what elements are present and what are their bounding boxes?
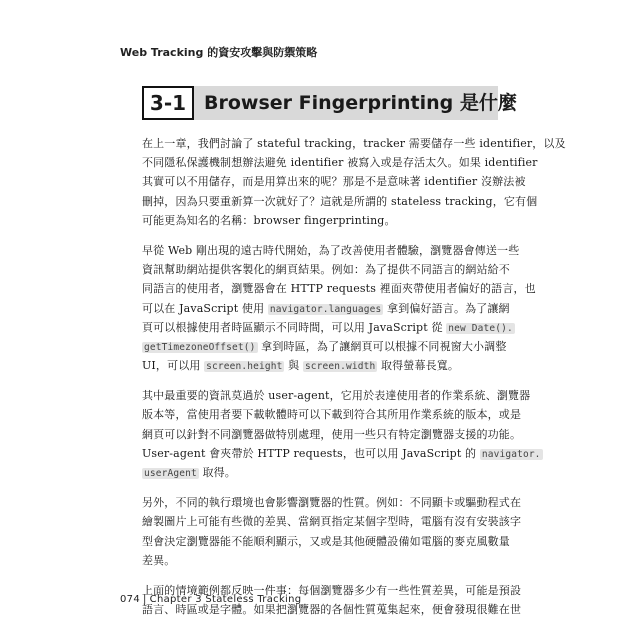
text-run: 取得。 — [198, 466, 236, 479]
text-run: 網頁可以針對不同瀏覽器做特別處理，使用一些只有特定瀏覽器支援的功能。 — [142, 427, 522, 441]
paragraph — [142, 241, 536, 375]
text-line — [142, 551, 500, 570]
text-run: 其中最重要的資訊莫過於 user-agent，它用於表達使用者的作業系統、瀏覽器 — [142, 389, 531, 403]
page-footer — [120, 594, 301, 605]
text-run: 版本等，當使用者要下載軟體時可以下載到符合其所用作業系統的版本，或是 — [142, 408, 522, 422]
text-run: 刪掉，因為只要重新算一次就好了？這就是所謂的 stateless tracking，它有個 — [142, 194, 538, 208]
text-run: 頁可以根據使用者時區顯示不同時間，可以用 JavaScript 從 — [142, 320, 447, 334]
text-run: 可能更為知名的名稱：browser fingerprinting。 — [142, 213, 396, 227]
text-run: 其實可以不用儲存，而是用算出來的呢？那是不是意味著 identifier 沒辦法被 — [142, 175, 526, 189]
text-run: 同語言的使用者，瀏覽器會在 HTTP requests 裡面夾帶使用者偏好的語言，也 — [142, 282, 536, 296]
paragraph — [142, 493, 522, 570]
text-line — [142, 386, 531, 405]
section-title: Browser Fingerprinting 是什麼 — [194, 86, 498, 120]
inline-code: getTimezoneOffset() — [144, 341, 256, 353]
page-number: 074 — [120, 594, 140, 605]
text-line — [142, 356, 500, 375]
section-number: 3-1 — [142, 86, 194, 120]
footer-chapter: Chapter 3 Stateless Tracking — [149, 594, 302, 605]
text-line — [142, 337, 507, 356]
text-run: 早從 Web 剛出現的遠古時代開始，為了改善使用者體驗，瀏覽器會傳送一些 — [142, 243, 520, 257]
running-header: Web Tracking 的資安攻擊與防禦策略 — [120, 46, 318, 59]
text-run: 在上一章，我們討論了 stateful tracking，tracker 需要儲存一些 identifier，以及 — [142, 137, 566, 150]
text-run: 與 — [284, 359, 303, 373]
text-run: 差異。 — [142, 553, 176, 567]
text-run: 拿到時區，為了讓網頁可以根據不同視窗大小調整 — [257, 339, 507, 353]
text-run: 不同隱私保護機制想辦法避免 identifier 被寫入或是存活太久。如果 identifier — [142, 156, 538, 170]
text-line — [142, 318, 513, 337]
text-run: UI，可以用 — [142, 359, 205, 373]
text-run: 型會決定瀏覽器能不能順利顯示，又或是其他硬體設備如電腦的麥克風數量 — [142, 534, 510, 548]
text-line — [142, 444, 541, 463]
text-line — [142, 532, 510, 551]
body-text — [142, 134, 566, 630]
text-run: 上面的情境範例都反映一件事：每個瀏覽器多少有一些性質差異，可能是預設 — [142, 583, 522, 597]
inline-code: userAgent — [144, 468, 197, 479]
text-run: 另外，不同的執行環境也會影響瀏覽器的性質。例如：不同顯卡或驅動程式在 — [142, 496, 522, 510]
text-line — [142, 493, 522, 512]
inline-code: screen.width — [304, 361, 376, 373]
text-run: 繪製圖片上可能有些微的差異、當網頁指定某個字型時，電腦有沒有安裝該字 — [142, 515, 522, 529]
inline-code: screen.height — [206, 361, 283, 373]
text-run: 拿到偏好語言。為了讓網 — [383, 301, 510, 315]
text-line — [142, 241, 520, 260]
inline-code: navigator. — [481, 448, 541, 460]
text-run: 語言、時區或是字體。如果把瀏覽器的各個性質蒐集起來，便會發現很難在世 — [142, 603, 522, 617]
text-line — [142, 134, 566, 153]
text-line — [142, 463, 500, 482]
text-line — [142, 425, 522, 444]
text-line — [142, 260, 510, 279]
paragraph — [142, 134, 566, 230]
text-line — [142, 172, 526, 191]
text-line — [142, 405, 522, 424]
text-line — [142, 512, 522, 531]
text-line — [142, 299, 510, 318]
paragraph — [142, 386, 541, 482]
text-line — [142, 279, 536, 298]
text-run: 資訊幫助網站提供客製化的網頁結果。例如：為了提供不同語言的網站給不 — [142, 263, 510, 277]
footer-separator: | — [143, 594, 147, 605]
section-heading — [142, 86, 517, 120]
inline-code: navigator.languages — [269, 303, 382, 315]
text-line — [142, 211, 500, 230]
text-run: 取得螢幕長寬。 — [377, 359, 460, 373]
text-run: User-agent 會夾帶於 HTTP requests，也可以用 JavaScript 的 — [142, 446, 480, 460]
inline-code: new Date(). — [448, 322, 513, 334]
text-run: 可以在 JavaScript 使用 — [142, 301, 268, 315]
text-line — [142, 192, 538, 211]
text-line — [142, 153, 538, 172]
